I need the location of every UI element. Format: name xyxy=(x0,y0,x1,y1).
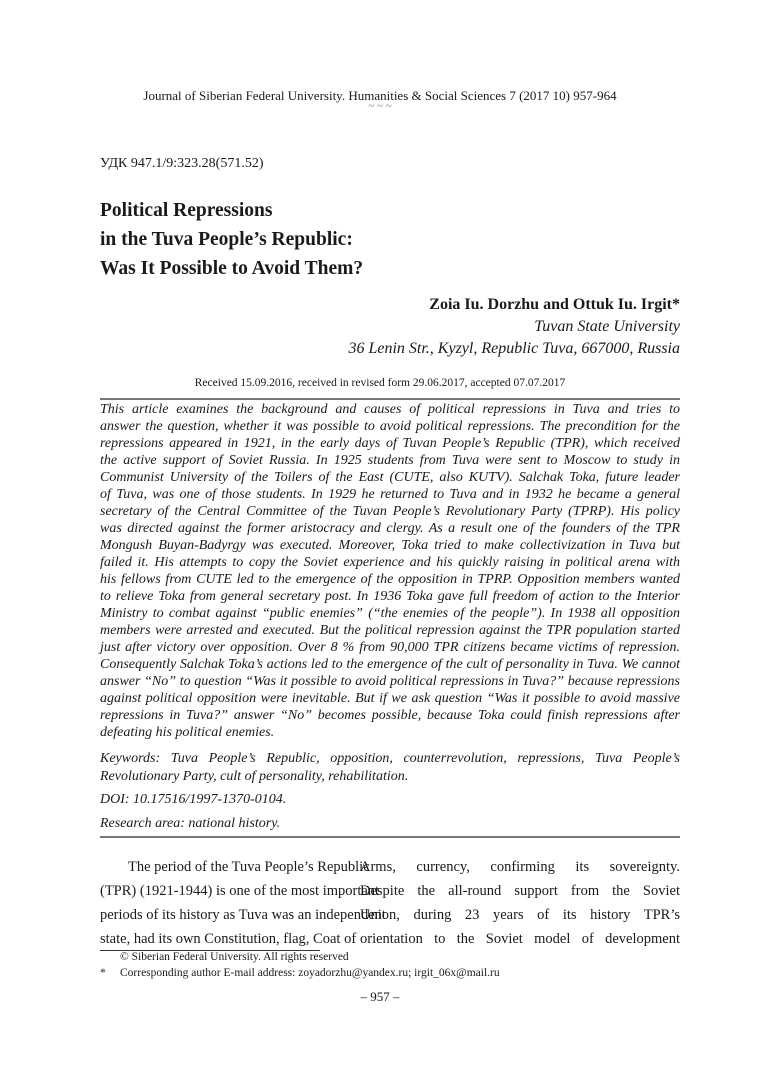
doi: DOI: 10.17516/1997-1370-0104. xyxy=(100,792,287,807)
abstract-line: This article examines the background and causes of political repressions in Tuva and tries to xyxy=(100,402,680,417)
abstract-line: his fellows from CUTE led to the emergence of the opposition in TPRP. Opposition members wanted xyxy=(100,572,680,587)
abstract-line: failed it. His attempts to copy the Soviet experience and his quickly raising in political arena with xyxy=(100,555,680,570)
journal-header: Journal of Siberian Federal University. Humanities & Social Sciences 7 (2017 10) 957-964 xyxy=(143,88,617,103)
abstract-line: against political opposition were inevitable. But if we ask question “Was it possible to avoid massive xyxy=(100,691,680,706)
abstract-line: to relieve Toka from general secretary post. In 1936 Toka gave full freedom of action to the Interior xyxy=(100,589,680,604)
body-line: Despite the all-round support from the Soviet xyxy=(360,883,680,899)
footnote-marker: * xyxy=(100,967,106,979)
article-title xyxy=(100,196,363,283)
affiliation: Tuvan State University xyxy=(534,318,680,335)
received-dates: Received 15.09.2016, received in revised form 29.06.2017, accepted 07.07.2017 xyxy=(194,377,566,389)
abstract-line: Mongush Buyan-Badyrgy was executed. Moreover, Toka tried to make collectivization in Tuva but xyxy=(100,538,680,553)
title-line: in the Tuva People’s Republic: xyxy=(100,229,353,250)
keywords-line: Keywords: Tuva People’s Republic, opposition, counterrevolution, repressions, Tuva People’s xyxy=(100,751,680,766)
body-line: state, had its own Constitution, flag, Coat of xyxy=(100,931,357,947)
header-ornament: ~ ~ ~ xyxy=(368,100,392,112)
body-line: The period of the Tuva People’s Republic xyxy=(128,859,370,875)
abstract-line: repressions appeared in 1921, in the early days of Tuvan People’s Republic (TPR), which received xyxy=(100,436,680,451)
abstract-line: repressions in Tuva?” answer “No” becomes possible, because Toka could finish repressions after xyxy=(100,708,680,723)
body-line: Union, during 23 years of its history TPR’s xyxy=(360,907,680,923)
author-names: Zoia Iu. Dorzhu and Ottuk Iu. Irgit* xyxy=(429,296,680,313)
abstract-line: secretary of the Central Committee of the Tuvan People’s Revolutionary Party (TPRP). His policy xyxy=(100,504,680,519)
body-column-right xyxy=(360,855,680,951)
divider xyxy=(100,398,680,400)
abstract-line: of Tuva, was one of those students. In 1929 he returned to Tuva and in 1932 he became a general xyxy=(100,487,680,502)
abstract-line: was directed against the former aristocracy and clergy. As a result one of the founders of the TPR xyxy=(100,521,680,536)
keywords-line: Revolutionary Party, cult of personality, rehabilitation. xyxy=(100,769,409,784)
abstract-line: Communist University of the Toilers of the East (CUTE, also KUTV). Salchak Toka, future leader xyxy=(100,470,680,485)
udk-code: УДК 947.1/9:323.28(571.52) xyxy=(100,156,264,171)
body-line: (TPR) (1921-1944) is one of the most important xyxy=(100,883,380,899)
abstract-line: Consequently Salchak Toka’s actions led to the emergence of the cult of personality in Tuva. We cannot xyxy=(100,657,680,672)
abstract-line: just after victory over opposition. Over 8 % from 90,000 TPR citizens became victims of repression. xyxy=(100,640,680,655)
abstract-line: the active support of Soviet Russia. In 1925 students from Tuva were sent to Moscow to study in xyxy=(100,453,680,468)
body-line: orientation to the Soviet model of development xyxy=(360,931,680,947)
copyright-footnote: © Siberian Federal University. All rights reserved xyxy=(120,951,349,963)
abstract-line: Ministry to combat against “public enemies” (“the enemies of the people”). In 1938 all opposition xyxy=(100,606,680,621)
address: 36 Lenin Str., Kyzyl, Republic Tuva, 667000, Russia xyxy=(348,340,680,357)
abstract-line: answer the question, whether it was possible to avoid political repressions. The precondition for the xyxy=(100,419,680,434)
title-line: Political Repressions xyxy=(100,200,273,221)
author-block xyxy=(348,294,680,360)
abstract-line: members were arrested and executed. But the political repression against the TPR population started xyxy=(100,623,680,638)
body-column-left xyxy=(100,855,386,951)
abstract-line: defeating his political enemies. xyxy=(100,725,275,740)
abstract-line: answer “No” to question “Was it possible to avoid political repressions in Tuva?” because repressions xyxy=(100,674,680,689)
research-area: Research area: national history. xyxy=(100,816,281,831)
page-number: – 957 – xyxy=(360,989,400,1004)
body-line: periods of its history as Tuva was an independent xyxy=(100,907,386,923)
abstract xyxy=(100,401,680,741)
corresponding-author-footnote: Corresponding author E-mail address: zoyadorzhu@yandex.ru; irgit_06x@mail.ru xyxy=(120,967,500,979)
body-line: Arms, currency, confirming its sovereignty. xyxy=(360,859,680,875)
keywords xyxy=(100,750,680,786)
divider xyxy=(100,836,680,838)
title-line: Was It Possible to Avoid Them? xyxy=(100,258,364,279)
